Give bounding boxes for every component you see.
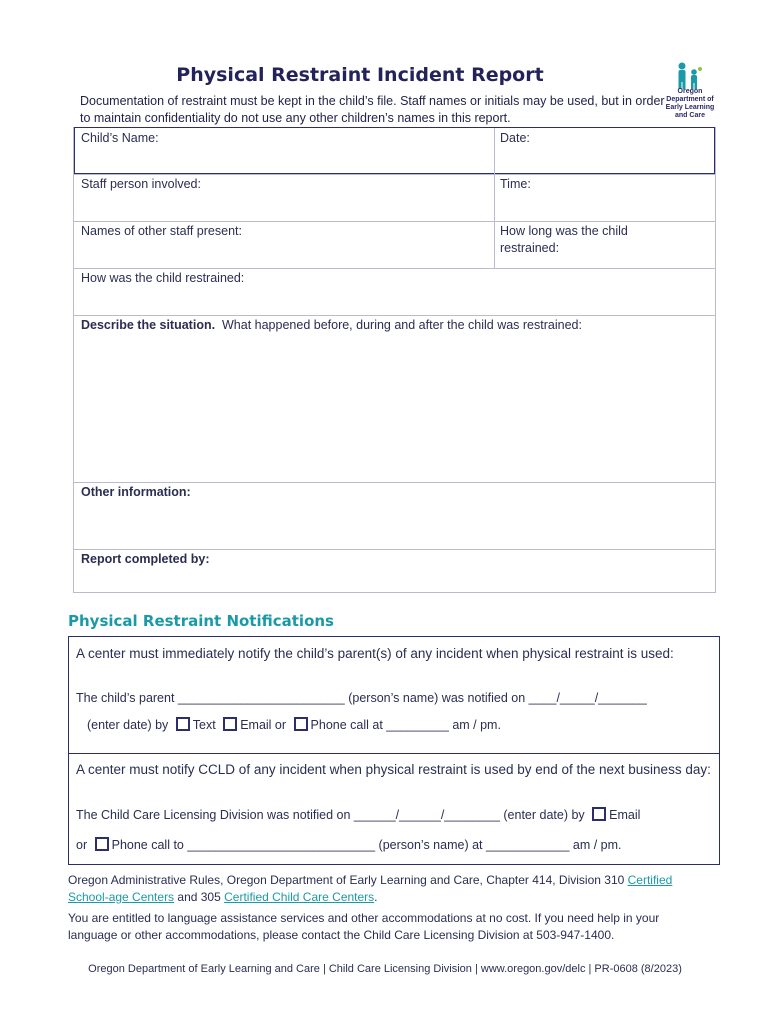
childs-name-field[interactable]: Child’s Name: bbox=[81, 131, 159, 145]
child-name-row bbox=[74, 127, 715, 174]
page-title: Physical Restraint Incident Report bbox=[176, 64, 544, 86]
row-divider bbox=[74, 174, 715, 175]
row-divider bbox=[74, 268, 715, 269]
time-field[interactable]: Time: bbox=[500, 177, 531, 191]
ccld-or-label: or bbox=[76, 838, 88, 852]
ccld-phone-line bbox=[76, 837, 622, 854]
ccld-notice-heading: A center must notify CCLD of any incident when physical restraint is used by end of the next business day: bbox=[76, 762, 711, 777]
school-age-centers-link[interactable]: Certified School-age Centers bbox=[68, 873, 673, 904]
row-divider bbox=[74, 482, 715, 483]
ccld-email-checkbox[interactable] bbox=[592, 807, 606, 821]
text-option-label: Text bbox=[192, 718, 216, 732]
logo-text: Oregon Department of Early Learning and Care bbox=[665, 88, 715, 119]
ccld-notice-box bbox=[68, 753, 720, 865]
language-assistance-note: You are entitled to language assistance services and other accommodations at no cost. If you need help in your language or other accommodations, please contact the Child Care Licensing Division at 503-947-1400. bbox=[68, 911, 660, 942]
email-option-label: Email or bbox=[240, 718, 287, 732]
parent-notice-heading: A center must immediately notify the child’s parent(s) of any incident when physical restraint is used: bbox=[76, 646, 674, 661]
phone-checkbox[interactable] bbox=[294, 717, 308, 731]
ccld-date-label[interactable]: The Child Care Licensing Division was notified on ______/______/________ (enter date) by bbox=[76, 808, 585, 822]
enter-date-label: (enter date) by bbox=[87, 718, 169, 732]
intro-text: Documentation of restraint must be kept in the child’s file. Staff names or initials may be used, but in order to maintain confidentiality do not use any other children’s names in this report. bbox=[80, 94, 665, 125]
family-icon bbox=[660, 62, 720, 90]
describe-label: Describe the situation. bbox=[81, 318, 216, 332]
other-staff-field[interactable]: Names of other staff present: bbox=[81, 224, 242, 238]
ccld-phone-label[interactable]: Phone call to ___________________________ (person’s name) at ____________ am / pm. bbox=[111, 838, 622, 852]
column-divider bbox=[494, 128, 495, 268]
rules-text: Oregon Administrative Rules, Oregon Department of Early Learning and Care, Chapter 414, Division 310 bbox=[68, 873, 628, 887]
rules-end-text: . bbox=[374, 890, 378, 904]
ccld-notified-line bbox=[76, 807, 640, 824]
incident-form bbox=[73, 127, 716, 593]
other-info-field[interactable]: Other information: bbox=[81, 485, 191, 499]
row-divider bbox=[74, 221, 715, 222]
rules-reference bbox=[68, 872, 708, 906]
row-divider bbox=[74, 315, 715, 316]
date-field[interactable]: Date: bbox=[500, 131, 530, 145]
describe-prompt: What happened before, during and after the child was restrained: bbox=[215, 318, 582, 332]
how-restrained-field[interactable]: How was the child restrained: bbox=[81, 271, 245, 285]
report-completed-field[interactable]: Report completed by: bbox=[81, 552, 210, 566]
parent-notice-box bbox=[68, 636, 720, 754]
notifications-title: Physical Restraint Notifications bbox=[68, 612, 334, 630]
text-checkbox[interactable] bbox=[176, 717, 190, 731]
describe-situation-field[interactable] bbox=[81, 317, 582, 334]
child-care-centers-link[interactable]: Certified Child Care Centers bbox=[224, 890, 375, 904]
ccld-email-label: Email bbox=[609, 808, 641, 822]
parent-method-line bbox=[87, 717, 501, 734]
ccld-phone-checkbox[interactable] bbox=[95, 837, 109, 851]
parent-notified-line[interactable]: The child’s parent ________________________ (person’s name) was notified on ____/_____/_______ bbox=[76, 691, 647, 705]
row-divider bbox=[74, 549, 715, 550]
email-checkbox[interactable] bbox=[223, 717, 237, 731]
rules-mid-text: and 305 bbox=[174, 890, 225, 904]
phone-option-label[interactable]: Phone call at _________ am / pm. bbox=[310, 718, 501, 732]
staff-involved-field[interactable]: Staff person involved: bbox=[81, 177, 201, 191]
how-long-field[interactable]: How long was the child restrained: bbox=[500, 224, 628, 255]
page-footer: Oregon Department of Early Learning and Care | Child Care Licensing Division | www.oregon.gov/delc | PR-0608 (8/2023) bbox=[88, 963, 682, 975]
